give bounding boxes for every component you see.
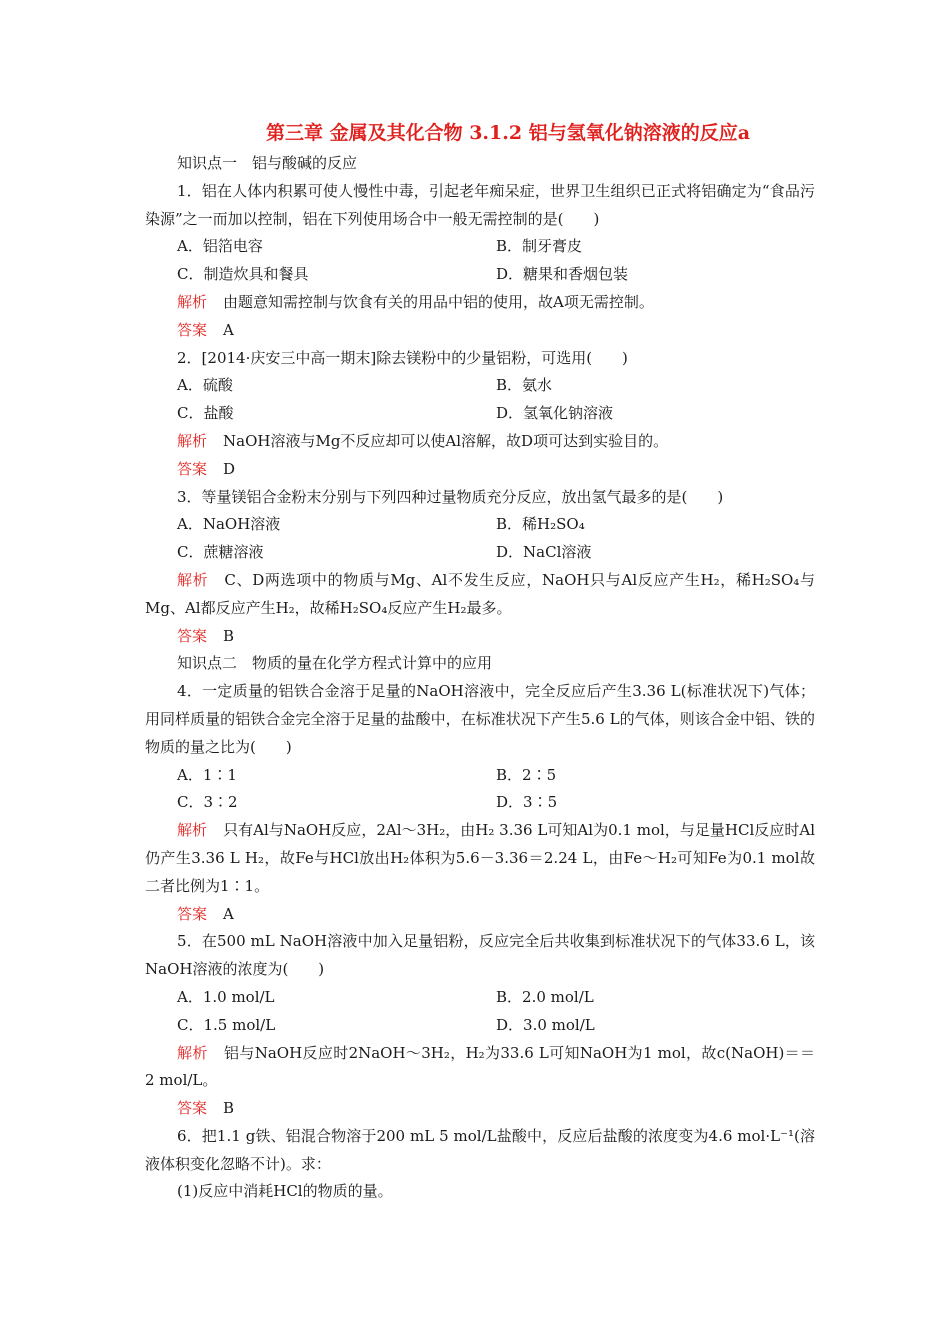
section-heading: 知识点一 铝与酸碱的反应 <box>177 154 358 172</box>
option: C．1.5 mol/L <box>177 1015 276 1034</box>
answer-label: 答案 <box>177 459 208 478</box>
answer-label: 答案 <box>177 1099 208 1118</box>
question-stem: 5．在500 mL NaOH溶液中加入足量铝粉，反应完全后共收集到标准状况下的气体33.6 L，该NaOH溶液的浓度为( ) <box>145 932 815 979</box>
option: B．稀H₂SO₄ <box>496 515 585 534</box>
analysis-label: 解析 <box>177 570 209 589</box>
option-row <box>145 1012 815 1040</box>
answer-label: 答案 <box>177 320 208 339</box>
page-title: 第三章 金属及其化合物 3.1.2 铝与氢氧化钠溶液的反应a <box>265 122 751 144</box>
answer-label: 答案 <box>177 626 208 645</box>
answer-line <box>145 317 815 345</box>
question-stem: 2．[2014·庆安三中高一期末]除去镁粉中的少量铝粉，可选用( ) <box>177 348 628 367</box>
answer-line <box>145 901 815 929</box>
option: A．铝箔电容 <box>177 237 263 256</box>
answer-label: 答案 <box>177 904 208 923</box>
analysis-label: 解析 <box>177 292 208 311</box>
option: C．3∶2 <box>177 793 238 812</box>
answer-value: B <box>223 1099 235 1118</box>
question-stem: 4．一定质量的铝铁合金溶于足量的NaOH溶液中，完全反应后产生3.36 L(标准状况下)气体；用同样质量的铝铁合金完全溶于足量的盐酸中，在标准状况下产生5.6 L的气体，则该合金中铝、铁的物质的量之比为( ) <box>145 682 815 756</box>
section-heading: 知识点二 物质的量在化学方程式计算中的应用 <box>177 654 493 673</box>
answer-value: A <box>223 320 234 339</box>
option-row <box>145 539 815 567</box>
option: A．NaOH溶液 <box>177 515 281 534</box>
question-stem: 3．等量镁铝合金粉末分别与下列四种过量物质充分反应，放出氢气最多的是( ) <box>177 487 724 506</box>
analysis-text: 铝与NaOH反应时2NaOH～3H₂，H₂为33.6 L可知NaOH为1 mol，故c(NaOH)＝＝2 mol/L。 <box>145 1043 815 1090</box>
option-row <box>145 372 815 400</box>
option: B．氨水 <box>496 376 553 395</box>
option: C．蔗糖溶液 <box>177 543 264 562</box>
option: C．制造炊具和餐具 <box>177 265 309 284</box>
document-page <box>145 118 815 1206</box>
analysis-line <box>145 428 815 456</box>
option: B．2.0 mol/L <box>496 987 594 1006</box>
question-stem: 1．铝在人体内积累可使人慢性中毒，引起老年痴呆症，世界卫生组织已正式将铝确定为“食品污染源”之一而加以控制，铝在下列使用场合中一般无需控制的是( ) <box>145 181 815 228</box>
analysis-text: C、D两选项中的物质与Mg、Al不发生反应，NaOH只与Al反应产生H₂，稀H₂SO₄与Mg、Al都反应产生H₂，故稀H₂SO₄反应产生H₂最多。 <box>145 570 815 617</box>
option: D．NaCl溶液 <box>496 543 592 562</box>
option-row <box>145 261 815 289</box>
option: D．糖果和香烟包装 <box>496 265 629 284</box>
option: B．制牙膏皮 <box>496 237 583 256</box>
analysis-block <box>145 817 815 900</box>
answer-value: B <box>223 626 235 645</box>
analysis-label: 解析 <box>177 431 208 450</box>
answer-line <box>145 1095 815 1123</box>
analysis-block <box>145 567 815 623</box>
option: D．氢氧化钠溶液 <box>496 404 614 423</box>
question-stem: 6．把1.1 g铁、铝混合物溶于200 mL 5 mol/L盐酸中，反应后盐酸的浓度变为4.6 mol·L⁻¹(溶液体积变化忽略不计)。求： <box>145 1126 815 1173</box>
option-row <box>145 233 815 261</box>
option: D．3∶5 <box>496 793 558 812</box>
analysis-text: 由题意知需控制与饮食有关的用品中铝的使用，故A项无需控制。 <box>223 292 654 311</box>
option-row <box>145 984 815 1012</box>
option: A．硫酸 <box>177 376 233 395</box>
answer-line <box>145 623 815 651</box>
sub-question: (1)反应中消耗HCl的物质的量。 <box>177 1182 393 1201</box>
option: A．1.0 mol/L <box>177 987 275 1006</box>
analysis-block <box>145 1040 815 1096</box>
option-row <box>145 400 815 428</box>
answer-value: D <box>223 459 236 478</box>
analysis-text: 只有Al与NaOH反应，2Al～3H₂，由H₂ 3.36 L可知Al为0.1 mol，与足量HCl反应时Al仍产生3.36 L H₂，故Fe与HCl放出H₂体积为5.6－3.36＝2.24 L，由Fe～H₂可知Fe为0.1 mol故二者比例为1∶1。 <box>145 821 815 895</box>
answer-value: A <box>223 904 234 923</box>
analysis-text: NaOH溶液与Mg不反应却可以使Al溶解，故D项可达到实验目的。 <box>223 431 669 450</box>
analysis-label: 解析 <box>177 821 208 840</box>
option: D．3.0 mol/L <box>496 1015 595 1034</box>
option: A．1∶1 <box>177 765 237 784</box>
option-row <box>145 789 815 817</box>
option-row <box>145 762 815 790</box>
option: C．盐酸 <box>177 404 234 423</box>
analysis-label: 解析 <box>177 1043 208 1062</box>
answer-line <box>145 456 815 484</box>
option-row <box>145 511 815 539</box>
option: B．2∶5 <box>496 765 557 784</box>
analysis-line <box>145 289 815 317</box>
